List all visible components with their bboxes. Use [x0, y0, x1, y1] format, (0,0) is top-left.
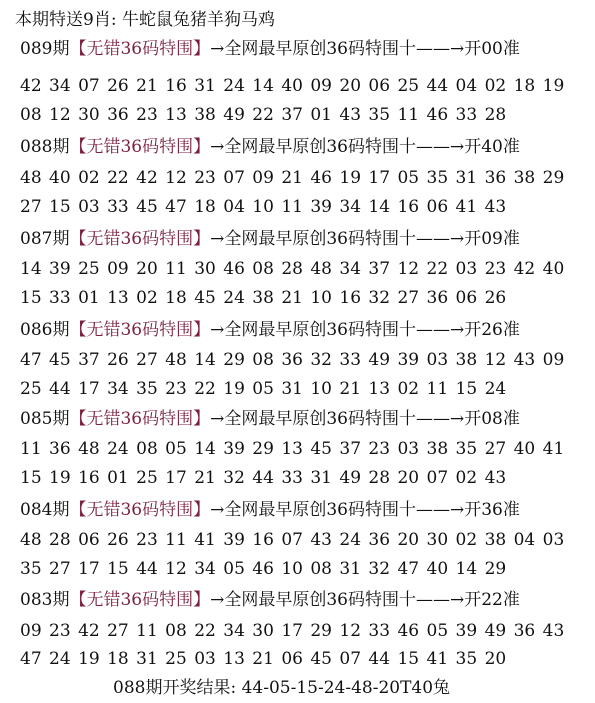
- number-row: 48 28 06 26 23 11 41 39 16 07 43 24 36 20 30 02 38 04 03: [20, 530, 565, 550]
- draw-result-footer: 088期开奖结果: 44-05-15-24-48-20T40兔: [113, 678, 451, 698]
- bracket-title: 【无错36码特围】: [69, 409, 211, 429]
- special-zodiac-header: 本期特送9肖: 牛蛇鼠兔猪羊狗马鸡: [15, 10, 275, 30]
- period-title-087: [20, 226, 520, 252]
- number-row: 47 45 37 26 27 48 14 29 08 36 32 33 49 39 03 38 12 43 09: [20, 350, 565, 370]
- period-title-085: [20, 406, 520, 432]
- period-title-088: [20, 134, 520, 160]
- number-row: 48 40 02 22 42 12 23 07 09 21 46 19 17 05 35 31 36 38 29: [20, 168, 565, 188]
- number-row: 08 12 30 36 23 13 38 49 22 37 01 43 35 11 46 33 28: [20, 105, 507, 125]
- period-label: 088期: [20, 137, 70, 157]
- bracket-title: 【无错36码特围】: [69, 590, 211, 610]
- period-tail: →全网最早原创36码特围十——→开09准: [210, 229, 520, 249]
- number-row: 35 27 17 15 44 12 34 05 46 10 08 31 32 47 40 14 29: [20, 559, 507, 579]
- number-row: 42 34 07 26 21 16 31 24 14 40 09 20 06 25 44 04 02 18 19: [20, 76, 565, 96]
- period-title-084: [20, 497, 520, 523]
- number-row: 14 39 25 09 20 11 30 46 08 28 48 34 37 12 22 03 23 42 40: [20, 259, 565, 279]
- period-label: 089期: [20, 39, 70, 59]
- bracket-title: 【无错36码特围】: [69, 320, 211, 340]
- bracket-title: 【无错36码特围】: [69, 229, 211, 249]
- period-tail: →全网最早原创36码特围十——→开40准: [210, 137, 520, 157]
- bracket-title: 【无错36码特围】: [69, 39, 211, 59]
- number-row: 47 24 19 18 31 25 03 13 21 06 45 07 44 15 41 35 20: [20, 649, 507, 669]
- bracket-title: 【无错36码特围】: [69, 500, 211, 520]
- period-title-083: [20, 587, 520, 613]
- period-label: 084期: [20, 500, 70, 520]
- number-row: 15 33 01 13 02 18 45 24 38 21 10 16 32 27 36 06 26: [20, 288, 507, 308]
- number-row: 09 23 42 27 11 08 22 34 30 17 29 12 33 46 05 39 49 36 43: [20, 621, 565, 641]
- period-label: 087期: [20, 229, 70, 249]
- period-tail: →全网最早原创36码特围十——→开08准: [210, 409, 520, 429]
- number-row: 11 36 48 24 08 05 14 39 29 13 45 37 23 03 38 35 27 40 41: [20, 439, 565, 459]
- period-label: 083期: [20, 590, 70, 610]
- number-row: 25 44 17 34 35 23 22 19 05 31 10 21 13 02 11 15 24: [20, 379, 507, 399]
- period-label: 086期: [20, 320, 70, 340]
- period-tail: →全网最早原创36码特围十——→开26准: [210, 320, 520, 340]
- number-row: 27 15 03 33 45 47 18 04 10 11 39 34 14 16 06 41 43: [20, 197, 507, 217]
- period-title-089: [20, 36, 520, 62]
- period-label: 085期: [20, 409, 70, 429]
- period-title-086: [20, 317, 520, 343]
- bracket-title: 【无错36码特围】: [69, 137, 211, 157]
- period-tail: →全网最早原创36码特围十——→开00准: [210, 39, 520, 59]
- number-row: 15 19 16 01 25 17 21 32 44 33 31 49 28 20 07 02 43: [20, 468, 507, 488]
- period-tail: →全网最早原创36码特围十——→开22准: [210, 590, 520, 610]
- period-tail: →全网最早原创36码特围十——→开36准: [210, 500, 520, 520]
